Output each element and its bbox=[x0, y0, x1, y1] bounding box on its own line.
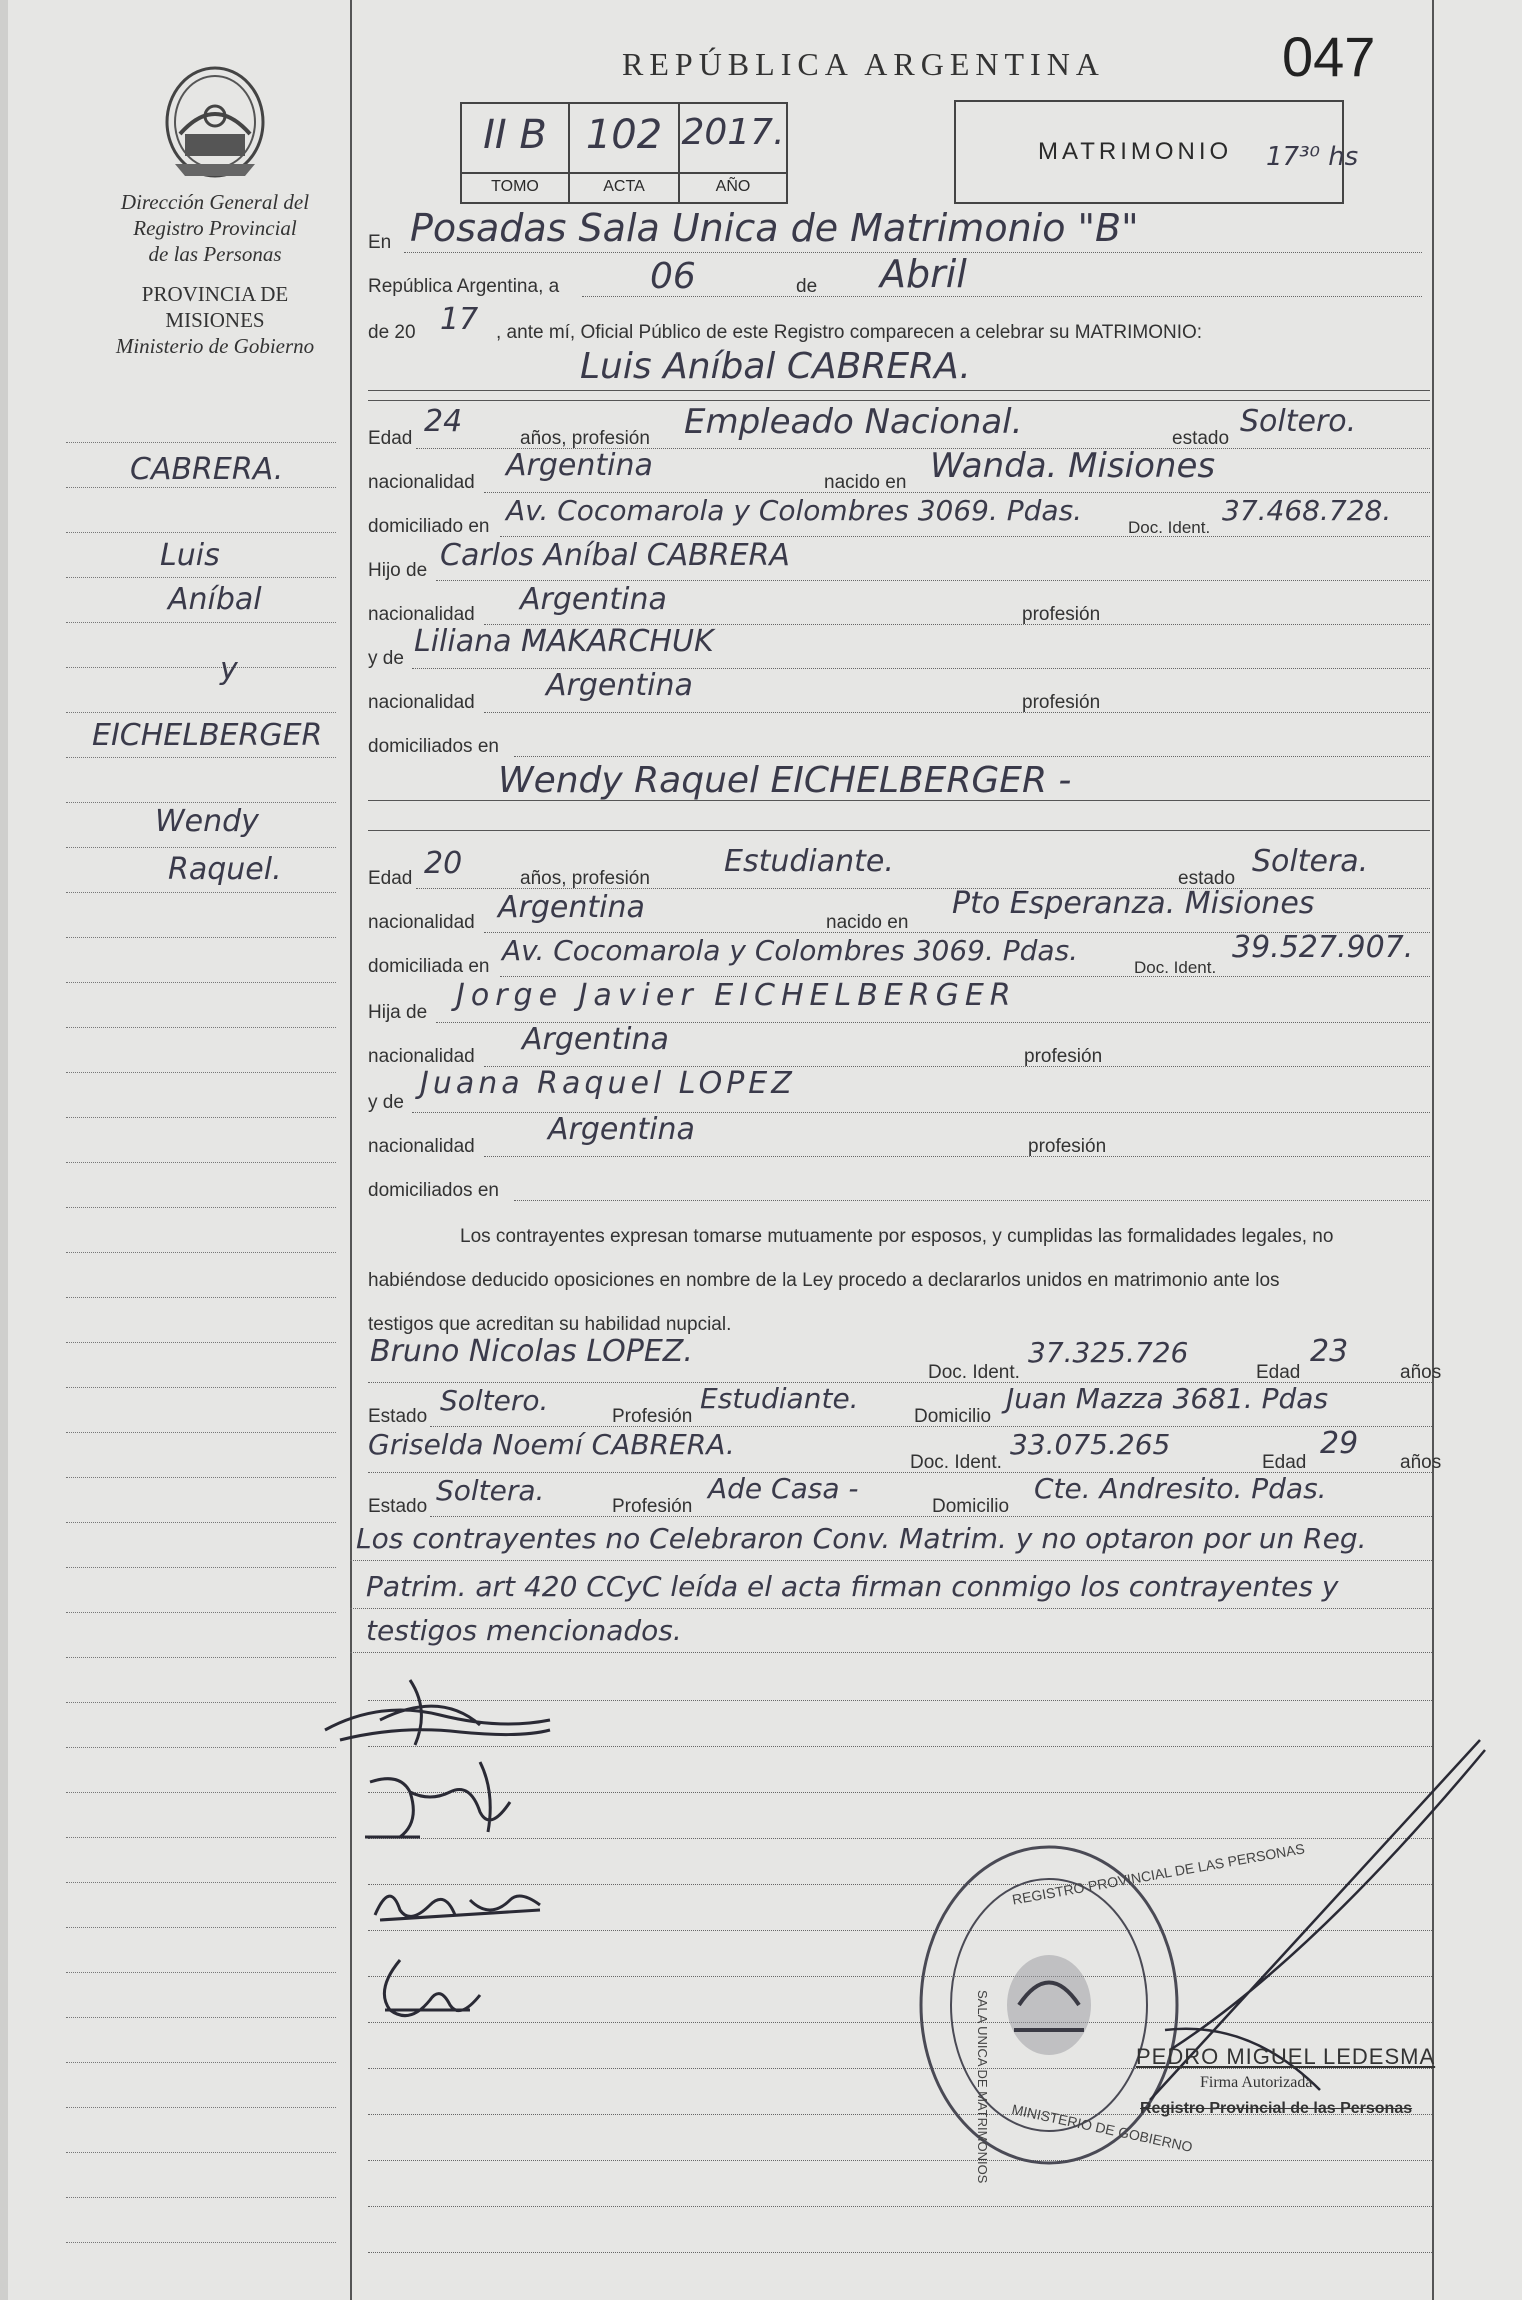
sidebar-rule bbox=[66, 982, 336, 983]
sidebar-rule bbox=[66, 1972, 336, 1973]
sidebar-rule bbox=[66, 532, 336, 533]
witness1-anios-label: años bbox=[1400, 1362, 1442, 1383]
bride-mother-label: y de bbox=[368, 1092, 404, 1113]
sidebar-rule bbox=[66, 1567, 336, 1568]
bride-estado-label: estado bbox=[1178, 868, 1236, 889]
bride-name: Wendy Raquel EICHELBERGER - bbox=[498, 760, 1072, 801]
date-rule bbox=[582, 296, 1422, 297]
notes-line-1: Los contrayentes no Celebraron Conv. Matrim. y no optaron por un Reg. bbox=[356, 1522, 1367, 1555]
groom-doc-value: 37.468.728. bbox=[1222, 494, 1392, 527]
bride-domicilio-value: Av. Cocomarola y Colombres 3069. Pdas. bbox=[502, 934, 1079, 967]
groom-estado-label: estado bbox=[1172, 428, 1230, 449]
sidebar-rule bbox=[66, 442, 336, 443]
bride-doc-label: Doc. Ident. bbox=[1134, 958, 1217, 977]
sidebar-rule bbox=[66, 667, 336, 668]
witness2-doc-value: 33.075.265 bbox=[1010, 1428, 1171, 1461]
groom-edad-value: 24 bbox=[424, 404, 463, 439]
sidebar-rule bbox=[66, 1072, 336, 1073]
groom-mother-value: Liliana MAKARCHUK bbox=[414, 624, 714, 659]
record-type-box bbox=[954, 100, 1359, 204]
groom-father-label: Hijo de bbox=[368, 560, 428, 581]
bride-father-nat-value: Argentina bbox=[522, 1022, 669, 1057]
bride-dom-rule bbox=[500, 976, 1430, 977]
groom-nacionalidad-value: Argentina bbox=[506, 448, 653, 483]
witness2-doc-label: Doc. Ident. bbox=[910, 1452, 1002, 1473]
country-heading: REPÚBLICA ARGENTINA bbox=[622, 46, 1105, 82]
groom-father-nat-label: nacionalidad bbox=[368, 604, 475, 625]
year-value: 17 bbox=[440, 302, 479, 337]
declaration-line-1: Los contrayentes expresan tomarse mutuamente por esposos, y cumplidas las formalidades legales, no bbox=[460, 1226, 1334, 1247]
sidebar-name-middle-2: Raquel. bbox=[168, 852, 282, 887]
groom-signature-icon bbox=[320, 1670, 560, 1760]
groom-edad-label: Edad bbox=[368, 428, 413, 449]
witness2-profesion-value: Ade Casa - bbox=[708, 1472, 859, 1505]
sidebar-rule bbox=[66, 2152, 336, 2153]
sidebar-rule bbox=[66, 1747, 336, 1748]
office-line-2: Registro Provincial bbox=[133, 216, 297, 240]
sidebar-rule bbox=[66, 1702, 336, 1703]
bride-mother-value: Juana Raquel LOPEZ bbox=[420, 1066, 796, 1101]
stamp-bottom-text: MINISTERIO DE GOBIERNO bbox=[1010, 2101, 1195, 2155]
tomo-value: II B bbox=[483, 112, 547, 158]
groom-domiciliados-label: domiciliados en bbox=[368, 736, 499, 757]
groom-domiciliados-rule bbox=[514, 756, 1430, 757]
sidebar-rule bbox=[66, 1522, 336, 1523]
groom-mother-nat-rule bbox=[484, 712, 1430, 713]
sidebar-name-surname-1: CABRERA. bbox=[130, 452, 284, 487]
sidebar-rule bbox=[66, 1927, 336, 1928]
bride-mother-nat-rule bbox=[484, 1156, 1430, 1157]
witness1-domicilio-label: Domicilio bbox=[914, 1406, 992, 1427]
declaration-line-3: testigos que acreditan su habilidad nupcial. bbox=[368, 1314, 732, 1335]
official-name: PEDRO MIGUEL LEDESMA bbox=[1136, 2044, 1436, 2069]
notes-rule-1 bbox=[350, 1560, 1432, 1561]
bride-father-label: Hija de bbox=[368, 1002, 428, 1023]
groom-dom-rule bbox=[500, 536, 1430, 537]
bride-doc-value: 39.527.907. bbox=[1232, 930, 1414, 965]
witness2-edad-value: 29 bbox=[1320, 1426, 1359, 1461]
notes-rule-3 bbox=[350, 1652, 1432, 1653]
sidebar-rule bbox=[66, 712, 336, 713]
bride-estado-value: Soltera. bbox=[1252, 844, 1369, 879]
bride-nacionalidad-label: nacionalidad bbox=[368, 912, 475, 933]
witness2-profesion-label: Profesión bbox=[612, 1496, 693, 1517]
sidebar-rule bbox=[66, 2062, 336, 2063]
sidebar-rule bbox=[66, 802, 336, 803]
province-line-1: PROVINCIA DE bbox=[141, 282, 289, 306]
witness1-doc-label: Doc. Ident. bbox=[928, 1362, 1020, 1383]
groom-nacido-label: nacido en bbox=[824, 472, 907, 493]
witness1-profesion-label: Profesión bbox=[612, 1406, 693, 1427]
groom-estado-value: Soltero. bbox=[1240, 404, 1357, 439]
office-line-3: de las Personas bbox=[148, 242, 282, 266]
notes-line-3: testigos mencionados. bbox=[366, 1614, 682, 1647]
sidebar-name-surname-2: EICHELBERGER bbox=[92, 718, 323, 753]
sidebar-rule bbox=[66, 1342, 336, 1343]
bride-edad-label: Edad bbox=[368, 868, 413, 889]
sidebar-rule bbox=[66, 1612, 336, 1613]
bride-mother-nat-value: Argentina bbox=[548, 1112, 695, 1147]
sidebar-name-first-2: Wendy bbox=[155, 804, 259, 839]
ministry-line: Ministerio de Gobierno bbox=[115, 334, 315, 358]
sidebar-rule bbox=[66, 622, 336, 623]
anio-value: 2017. bbox=[681, 112, 785, 153]
sidebar-rule bbox=[66, 1477, 336, 1478]
notes-line-2: Patrim. art 420 CCyC leída el acta firman conmigo los contrayentes y bbox=[366, 1570, 1339, 1603]
sidebar-rule bbox=[66, 1432, 336, 1433]
comparecen-text: , ante mí, Oficial Público de este Registro comparecen a celebrar su MATRIMONIO: bbox=[496, 322, 1203, 343]
witness2-domicilio-value: Cte. Andresito. Pdas. bbox=[1034, 1472, 1327, 1505]
province-emblem-icon bbox=[160, 64, 270, 184]
bride-profesion-value: Estudiante. bbox=[724, 844, 894, 879]
stamp-inner-text: SALA UNICA DE MATRIMONIOS bbox=[975, 1990, 990, 2184]
sidebar-rule bbox=[66, 847, 336, 848]
groom-father-value: Carlos Aníbal CABRERA bbox=[440, 538, 790, 573]
month-de-label: de bbox=[796, 276, 818, 297]
official-office: Registro Provincial de las Personas bbox=[1140, 2100, 1413, 2117]
witness1-doc-value: 37.325.726 bbox=[1028, 1336, 1189, 1369]
bride-father-nat-label: nacionalidad bbox=[368, 1046, 475, 1067]
witness2-estado-value: Soltera. bbox=[436, 1474, 545, 1507]
province-line-2: MISIONES bbox=[165, 308, 265, 332]
bride-edad-value: 20 bbox=[424, 846, 463, 881]
sidebar-rule bbox=[66, 2197, 336, 2198]
groom-father-nat-value: Argentina bbox=[520, 582, 667, 617]
groom-mother-nat-value: Argentina bbox=[546, 668, 693, 703]
sidebar-rule bbox=[66, 1252, 336, 1253]
signature-rule bbox=[368, 2206, 1432, 2207]
bride-father-prof-label: profesión bbox=[1024, 1046, 1103, 1067]
left-margin-rule bbox=[350, 0, 352, 2300]
bride-name-rule-2 bbox=[368, 830, 1430, 831]
sidebar-rule bbox=[66, 577, 336, 578]
witness2-anios-label: años bbox=[1400, 1452, 1442, 1473]
en-value: Posadas Sala Unica de Matrimonio "B" bbox=[410, 206, 1139, 250]
declaration-line-2: habiéndose deducido oposiciones en nombre de la Ley procedo a declararlos unidos en matrimonio ante los bbox=[368, 1270, 1280, 1291]
groom-domicilio-value: Av. Cocomarola y Colombres 3069. Pdas. bbox=[506, 494, 1083, 527]
republica-label: República Argentina, a bbox=[368, 276, 560, 297]
office-line-1: Dirección General del bbox=[120, 190, 310, 214]
witness2-estado-label: Estado bbox=[368, 1496, 428, 1517]
signature-rule bbox=[368, 2252, 1432, 2253]
groom-father-rule bbox=[436, 580, 1430, 581]
sidebar-rule bbox=[66, 487, 336, 488]
sidebar-rule bbox=[66, 1837, 336, 1838]
witness2-name: Griselda Noemí CABRERA. bbox=[368, 1428, 735, 1461]
witness1-edad-value: 23 bbox=[1310, 1334, 1349, 1369]
month-value: Abril bbox=[880, 252, 967, 296]
tomo-label: TOMO bbox=[491, 178, 539, 195]
time-note: 17³⁰ hs bbox=[1266, 142, 1359, 172]
bride-mother-nat-label: nacionalidad bbox=[368, 1136, 475, 1157]
witness2-domicilio-label: Domicilio bbox=[932, 1496, 1010, 1517]
day-value: 06 bbox=[650, 256, 696, 297]
groom-father-prof-label: profesión bbox=[1022, 604, 1101, 625]
witness1-profesion-value: Estudiante. bbox=[700, 1382, 859, 1415]
acta-label: ACTA bbox=[603, 178, 645, 195]
bride-signature-icon bbox=[360, 1752, 540, 1847]
sidebar-rule bbox=[66, 1657, 336, 1658]
en-label: En bbox=[368, 232, 392, 253]
record-type-label: MATRIMONIO bbox=[1038, 138, 1233, 165]
page-edge bbox=[0, 0, 8, 2300]
groom-mother-label: y de bbox=[368, 648, 404, 669]
sidebar-rule bbox=[66, 1162, 336, 1163]
bride-nacido-value: Pto Esperanza. Misiones bbox=[952, 886, 1315, 921]
groom-mother-nat-label: nacionalidad bbox=[368, 692, 475, 713]
sidebar-rule bbox=[66, 1387, 336, 1388]
groom-doc-label: Doc. Ident. bbox=[1128, 518, 1211, 537]
sidebar-rule bbox=[66, 1027, 336, 1028]
groom-profesion-value: Empleado Nacional. bbox=[684, 402, 1023, 442]
page-number: 047 bbox=[1282, 25, 1376, 88]
sidebar-rule bbox=[66, 937, 336, 938]
bride-nacionalidad-value: Argentina bbox=[498, 890, 645, 925]
stamp-ring-text: REGISTRO PROVINCIAL DE LAS PERSONAS bbox=[1010, 1840, 1306, 1908]
groom-nac-rule bbox=[484, 492, 1430, 493]
witness1-name: Bruno Nicolas LOPEZ. bbox=[370, 1334, 693, 1369]
sidebar-rule bbox=[66, 892, 336, 893]
sidebar-rule bbox=[66, 1882, 336, 1883]
witness1-estado-label: Estado bbox=[368, 1406, 428, 1427]
bride-nacido-label: nacido en bbox=[826, 912, 909, 933]
witness1-edad-label: Edad bbox=[1256, 1362, 1301, 1383]
official-title: Firma Autorizada bbox=[1200, 2074, 1313, 2091]
notes-rule-2 bbox=[350, 1608, 1432, 1609]
sidebar-name-middle-1: Aníbal bbox=[168, 582, 262, 617]
groom-nacionalidad-label: nacionalidad bbox=[368, 472, 475, 493]
groom-name: Luis Aníbal CABRERA. bbox=[580, 346, 971, 387]
sidebar-rule bbox=[66, 757, 336, 758]
witness2-estado-rule bbox=[430, 1516, 1432, 1517]
groom-mother-prof-label: profesión bbox=[1022, 692, 1101, 713]
groom-profesion-label: años, profesión bbox=[520, 428, 650, 449]
anio-label: AÑO bbox=[715, 178, 751, 195]
witness2-signature-icon bbox=[370, 1950, 490, 2030]
bride-domicilio-label: domiciliada en bbox=[368, 956, 490, 977]
groom-name-rule bbox=[368, 390, 1430, 391]
sidebar-rule bbox=[66, 2017, 336, 2018]
sidebar-rule bbox=[66, 1297, 336, 1298]
groom-nacido-value: Wanda. Misiones bbox=[930, 446, 1216, 486]
bride-father-value: Jorge Javier EICHELBERGER bbox=[456, 978, 1017, 1013]
sidebar-rule bbox=[66, 2242, 336, 2243]
bride-domiciliados-rule bbox=[514, 1200, 1430, 1201]
registry-table bbox=[460, 102, 788, 204]
witness2-edad-label: Edad bbox=[1262, 1452, 1307, 1473]
witness1-estado-value: Soltero. bbox=[440, 1384, 549, 1417]
sidebar-rule bbox=[66, 1792, 336, 1793]
groom-name-rule-2 bbox=[368, 400, 1430, 401]
signature-rule bbox=[368, 2160, 1432, 2161]
sidebar-rule bbox=[66, 1207, 336, 1208]
acta-value: 102 bbox=[585, 112, 663, 158]
year-prefix: de 20 bbox=[368, 322, 416, 343]
sidebar-rule bbox=[66, 2107, 336, 2108]
witness1-domicilio-value: Juan Mazza 3681. Pdas bbox=[1006, 1382, 1329, 1415]
witness1-estado-rule bbox=[430, 1426, 1432, 1427]
official-signature-icon bbox=[1130, 1730, 1510, 2130]
bride-mother-prof-label: profesión bbox=[1028, 1136, 1107, 1157]
sidebar-rule bbox=[66, 1117, 336, 1118]
groom-domicilio-label: domiciliado en bbox=[368, 516, 490, 537]
witness1-signature-icon bbox=[370, 1870, 550, 1930]
bride-name-rule bbox=[368, 800, 1430, 801]
bride-profesion-label: años, profesión bbox=[520, 868, 650, 889]
sidebar-name-conjunction: y bbox=[220, 652, 238, 687]
bride-domiciliados-label: domiciliados en bbox=[368, 1180, 499, 1201]
sidebar-name-first-1: Luis bbox=[160, 538, 220, 573]
